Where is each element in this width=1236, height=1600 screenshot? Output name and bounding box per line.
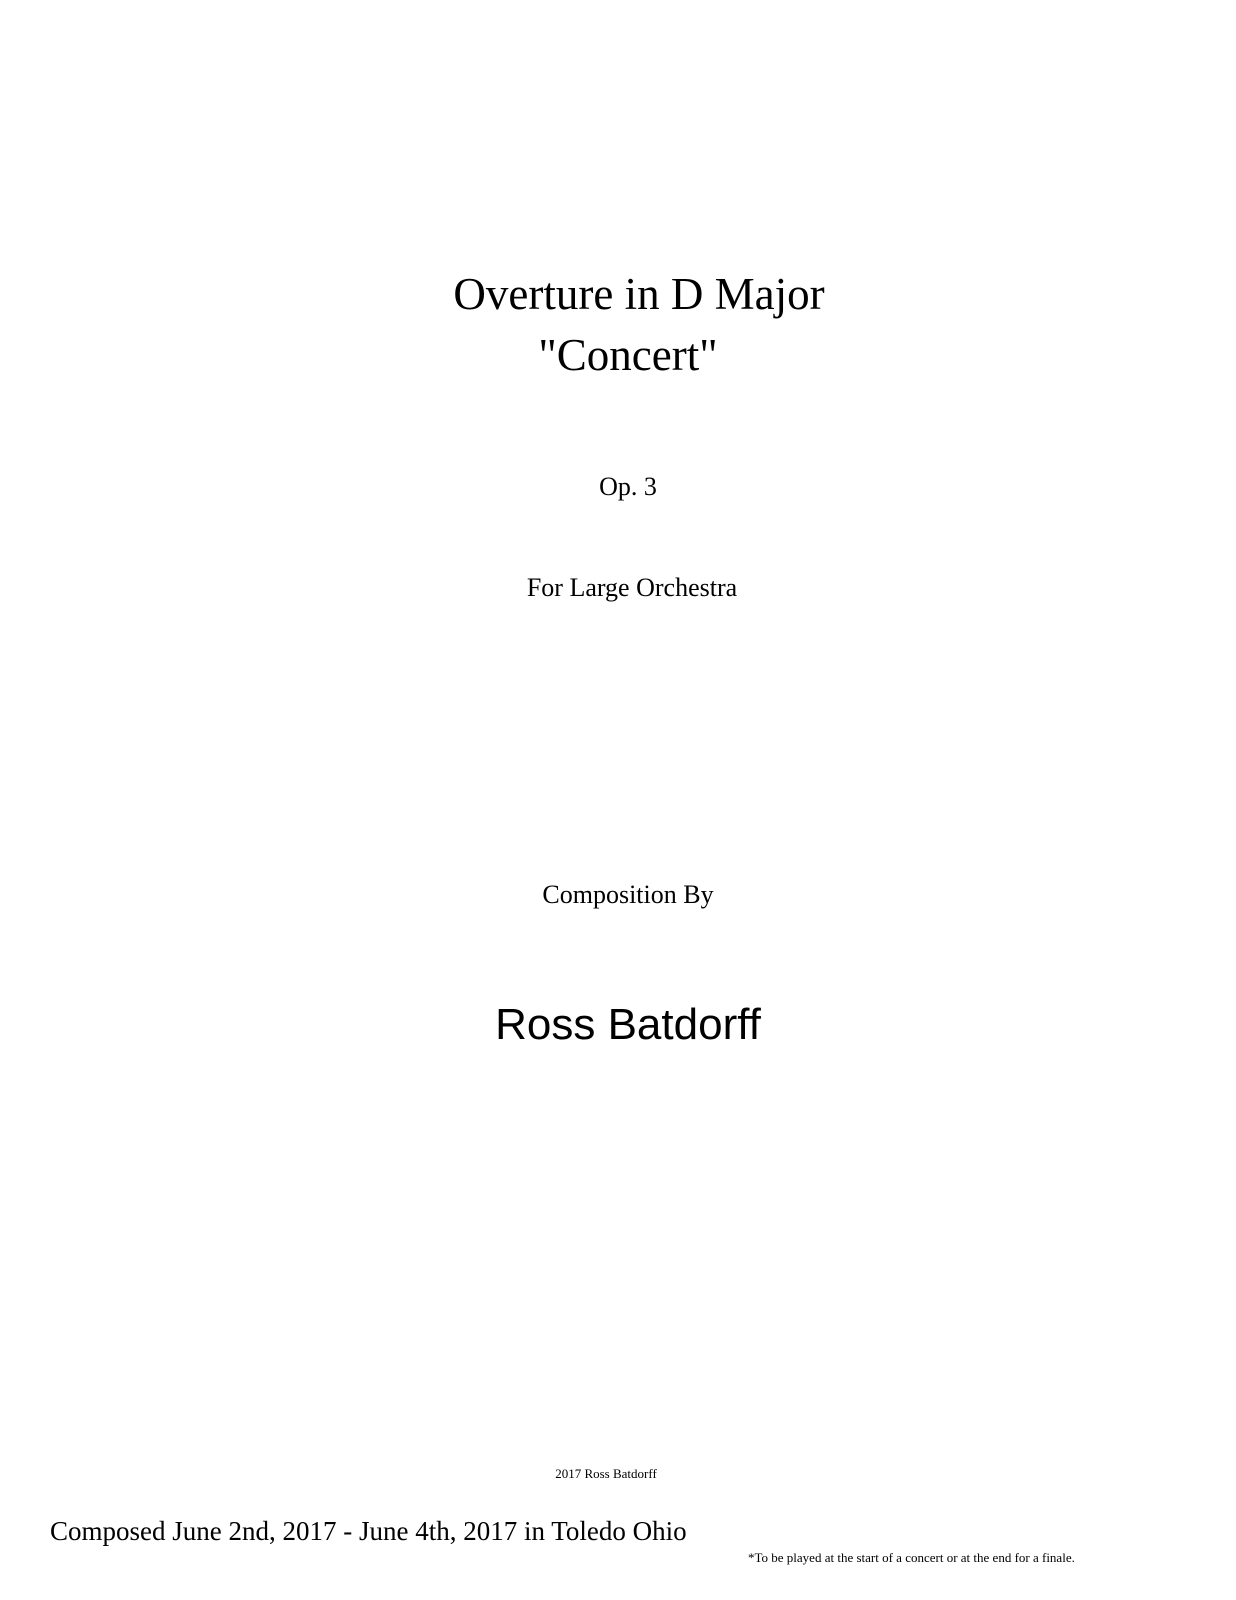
work-title: Overture in D Major <box>453 269 825 319</box>
copyright-notice: 2017 Ross Batdorff <box>555 1466 657 1481</box>
instrumentation: For Large Orchestra <box>526 573 738 602</box>
composition-date: Composed June 2nd, 2017 - June 4th, 2017 in Toledo Ohio <box>50 1516 687 1546</box>
composed-by-label: Composition By <box>542 880 714 909</box>
composer-name: Ross Batdorff <box>495 1000 761 1049</box>
performance-note: *To be played at the start of a concert or at the end for a finale. <box>748 1550 1075 1565</box>
work-subtitle: "Concert" <box>538 330 718 380</box>
opus-number: Op. 3 <box>599 472 657 501</box>
